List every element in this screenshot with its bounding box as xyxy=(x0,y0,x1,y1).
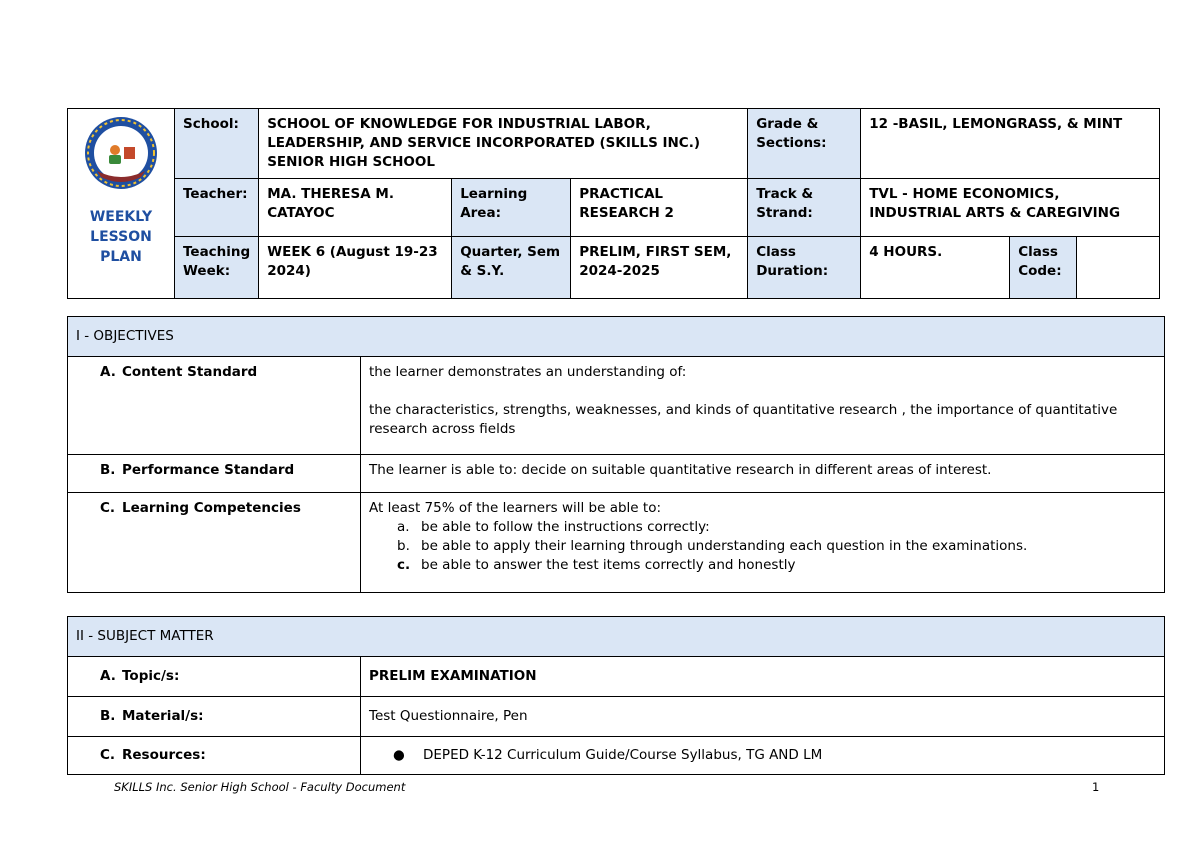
school-seal-icon xyxy=(79,113,163,197)
objectives-heading: I - OBJECTIVES xyxy=(68,317,1165,357)
school-label: School: xyxy=(175,109,259,179)
material-text: Material/s: xyxy=(122,708,204,724)
list-marker: b. xyxy=(397,538,410,554)
content-standard-label xyxy=(68,357,361,455)
track-label: Track & Strand: xyxy=(748,179,861,237)
header-table xyxy=(67,108,1160,299)
subject-matter-heading: II - SUBJECT MATTER xyxy=(68,617,1165,657)
content-standard-text: Content Standard xyxy=(122,364,258,380)
track-value: TVL - HOME ECONOMICS, INDUSTRIAL ARTS & CAREGIVING xyxy=(861,179,1160,237)
list-item xyxy=(397,537,1156,556)
learning-area-value: PRACTICAL RESEARCH 2 xyxy=(571,179,748,237)
quarter-label: Quarter, Sem & S.Y. xyxy=(452,237,571,299)
performance-standard-letter: B. xyxy=(100,462,116,478)
resources-text: Resources: xyxy=(122,747,206,763)
material-value: Test Questionnaire, Pen xyxy=(361,697,1165,737)
list-text: be able to apply their learning through understanding each question in the examinations. xyxy=(421,538,1028,554)
competency-intro: At least 75% of the learners will be able to: xyxy=(369,500,661,516)
class-code-label: Class Code: xyxy=(1010,237,1077,299)
content-standard-line-2: the characteristics, strengths, weaknesses, and kinds of quantitative research , the importance of quantitative research across fields xyxy=(369,402,1118,437)
resources-label xyxy=(68,737,361,775)
teacher-value: MA. THERESA M. CATAYOC xyxy=(259,179,452,237)
learning-competencies-text: Learning Competencies xyxy=(122,500,301,516)
list-item xyxy=(397,518,1156,537)
quarter-value: PRELIM, FIRST SEM, 2024-2025 xyxy=(571,237,748,299)
topic-text: Topic/s: xyxy=(122,668,180,684)
grade-label: Grade & Sections: xyxy=(748,109,861,179)
teaching-week-value: WEEK 6 (August 19-23 2024) xyxy=(259,237,452,299)
duration-value: 4 HOURS. xyxy=(861,237,1010,299)
performance-standard-value: The learner is able to: decide on suitable quantitative research in different areas of interest. xyxy=(361,455,1165,493)
bullet-icon: ● xyxy=(393,747,405,763)
resources-text-value: DEPED K-12 Curriculum Guide/Course Syllabus, TG AND LM xyxy=(423,747,823,763)
logo-cell xyxy=(68,109,175,299)
teaching-week-label: Teaching Week: xyxy=(175,237,259,299)
list-marker: c. xyxy=(397,557,411,573)
footer-text: SKILLS Inc. Senior High School - Faculty Document xyxy=(114,780,406,794)
content-standard-value xyxy=(361,357,1165,455)
learning-competencies-value xyxy=(361,493,1165,593)
topic-letter: A. xyxy=(100,668,116,684)
learning-area-label: Learning Area: xyxy=(452,179,571,237)
list-text: be able to answer the test items correctly and honestly xyxy=(421,557,796,573)
resources-letter: C. xyxy=(100,747,116,763)
topic-label xyxy=(68,657,361,697)
duration-label: Class Duration: xyxy=(748,237,861,299)
material-label xyxy=(68,697,361,737)
list-text: be able to follow the instructions correctly: xyxy=(421,519,710,535)
objectives-table xyxy=(67,316,1165,593)
content-standard-line-1: the learner demonstrates an understanding of: xyxy=(369,364,687,380)
school-value: SCHOOL OF KNOWLEDGE FOR INDUSTRIAL LABOR, LEADERSHIP, AND SERVICE INCORPORATED (SKILLS INC.) SENIOR HIGH SCHOOL xyxy=(259,109,748,179)
list-item xyxy=(397,556,1156,575)
page-number: 1 xyxy=(1092,780,1100,794)
title-line-2: LESSON xyxy=(90,229,152,245)
teacher-label: Teacher: xyxy=(175,179,259,237)
title-line-1: WEEKLY xyxy=(89,209,153,225)
performance-standard-text: Performance Standard xyxy=(122,462,295,478)
title-line-3: PLAN xyxy=(100,249,142,265)
learning-competencies-letter: C. xyxy=(100,500,116,516)
document-title xyxy=(76,207,166,267)
class-code-value xyxy=(1077,237,1160,299)
competency-list xyxy=(369,518,1156,575)
list-marker: a. xyxy=(397,519,410,535)
learning-competencies-label xyxy=(68,493,361,593)
material-letter: B. xyxy=(100,708,116,724)
topic-value: PRELIM EXAMINATION xyxy=(361,657,1165,697)
grade-value: 12 -BASIL, LEMONGRASS, & MINT xyxy=(861,109,1160,179)
resources-value xyxy=(361,737,1165,775)
performance-standard-label xyxy=(68,455,361,493)
content-standard-letter: A. xyxy=(100,364,116,380)
subject-matter-table xyxy=(67,616,1165,775)
